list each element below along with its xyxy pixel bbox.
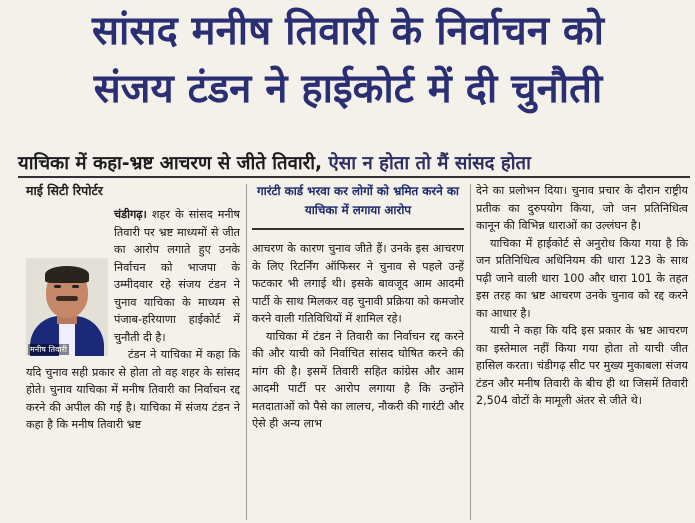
col1-para-1-text: शहर के सांसद मनीष तिवारी पर भ्रष्ट माध्यमों से जीत का आरोप लगाते हुए उनके निर्वाचन को भाजपा के उम्मीदवार रहे संजय टंडन ने चुनाव याचिका के माध्यम से पंजाब-हरियाणा हाईकोर्ट में चुनौती दी है। (114, 208, 240, 344)
pull-quote: गारंटी कार्ड भरवा कर लोगों को भ्रमित करने का याचिका में लगाया आरोप (257, 184, 459, 217)
article-column-3 (476, 182, 688, 410)
photo-caption: मनीष तिवारी (30, 345, 67, 354)
headline-line-2: संजय टंडन ने हाईकोर्ट में दी चुनौती (93, 66, 603, 112)
top-rule (18, 176, 690, 178)
headline (10, 2, 686, 118)
col3-para-2: याचिका में हाईकोर्ट से अनुरोध किया गया है कि जन प्रतिनिधित्व अधिनियम की धारा 123 के साथ पढ़ी जाने वाली धारा 100 और धारा 101 के तहत इस तरह का भ्रष्ट आचरण उनके चुनाव को रद्द करने का आधार है। (476, 236, 688, 320)
subhead-part-2: ऐसा न होता तो मैं सांसद होता (322, 153, 531, 174)
column-separator-2 (470, 184, 471, 520)
col2-para-1: आचरण के कारण चुनाव जीते हैं। उनके इस आचरण के लिए रिटर्निंग ऑफिसर ने चुनाव से पहले उन्हें फटकार भी लगाई थी। इसके बावजूद आम आदमी पार्टी के साथ मिलकर वह चुनावी प्रक्रिया को कमजोर करने वाली गतिविधियों में शामिल रहे। (252, 242, 464, 325)
subhead-part-1: याचिका में कहा-भ्रष्ट आचरण से जीते तिवारी, (18, 153, 323, 174)
col3-para-1: देने का प्रलोभन दिया। चुनाव प्रचार के दौरान राष्ट्रीय प्रतीक का दुरुपयोग किया, जो जन प्रतिनिधित्व कानून की विभिन्न धाराओं का उल्लंघन है। (476, 184, 688, 232)
article-column-2 (252, 240, 464, 433)
col2-para-2: याचिका में टंडन ने तिवारी का निर्वाचन रद्द करने की और याची को निर्वाचित सांसद घोषित करने की मांग की है। इसमें तिवारी सहित कांग्रेस और आम आदमी पार्टी पर आरोप लगाया है कि उन्होंने मतदाताओं को पैसे का लालच, नौकरी की गारंटी और ऐसे ही अन्य लाभ (252, 329, 464, 430)
portrait-photo (26, 258, 108, 356)
subheadline (18, 150, 690, 175)
byline: माई सिटी रिपोर्टर (26, 183, 103, 198)
col3-para-3: याची ने कहा कि यदि इस प्रकार के भ्रष्ट आचरण का इस्तेमाल नहीं किया गया होता तो याची जीत हासिल करता। चंडीगढ़ सीट पर मुख्य मुकाबला संजय टंडन और मनीष तिवारी के बीच ही था जिसमें तिवारी 2,504 वोटों के मामूली अंतर से जीते थे। (476, 324, 688, 407)
col1-para-2: टंडन ने याचिका में कहा कि यदि चुनाव सही प्रकार से होता तो वह शहर के सांसद होते। चुनाव याचिका में मनीष तिवारी का निर्वाचन रद्द करने की अपील की गई है। याचिका में संजय टंडन ने कहा है कि मनीष तिवारी भ्रष्ट (26, 348, 240, 431)
column-separator-1 (246, 184, 247, 520)
headline-line-1: सांसद मनीष तिवारी के निर्वाचन को (92, 8, 604, 54)
dateline: चंडीगढ़। (114, 208, 147, 221)
pull-quote-rule (252, 228, 464, 230)
